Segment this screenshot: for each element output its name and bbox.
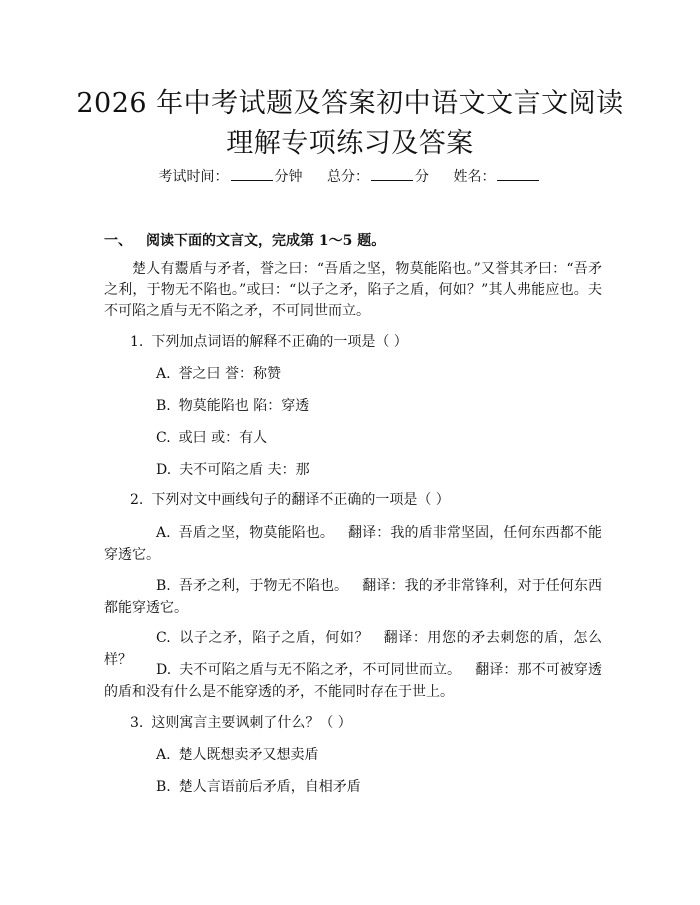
question-3-option-b: [156, 776, 361, 798]
question-stem: 下列对文中画线句子的翻译不正确的一项是（ ）: [151, 492, 450, 508]
option-sentence: 以子之矛，陷子之盾，何如？: [178, 630, 370, 646]
option-label: C.: [156, 430, 171, 446]
option-label: B.: [156, 398, 171, 414]
question-1-option-c: [156, 427, 267, 449]
option-text: 楚人既想卖矛又想卖盾: [178, 747, 319, 763]
exam-info-line: [0, 166, 700, 188]
option-sentence: 夫不可陷之盾与无不陷之矛，不可同世而立。: [179, 662, 462, 678]
option-text: 誉之曰 誉：称赞: [178, 366, 282, 382]
option-translation: 翻译：我的矛非常锋利，对于任何东西都能穿透它。: [104, 578, 603, 616]
exam-time-label: 考试时间：: [158, 169, 229, 185]
option-label: A.: [156, 525, 171, 541]
question-stem: 这则寓言主要讽刺了什么？（ ）: [151, 715, 352, 731]
section-number: 一、: [104, 233, 132, 249]
question-number: 1.: [130, 334, 144, 350]
question-3: [130, 712, 352, 734]
option-label: D.: [156, 462, 172, 478]
option-sentence: 吾盾之坚，物莫能陷也。: [178, 525, 334, 541]
document-title-line-2: 理解专项练习及答案: [226, 128, 474, 159]
exam-time-unit: 分钟: [274, 169, 303, 185]
exam-time-field: [159, 166, 303, 188]
total-score-field: [327, 166, 429, 188]
name-blank: [497, 166, 539, 181]
classical-passage: 楚人有鬻盾与矛者，誉之曰：“吾盾之坚，物莫能陷也。”又誉其矛曰：“吾矛之利，于物无不陷也。”或曰：“以子之矛，陷子之盾，何如？”其人弗能应也。夫不可陷之盾与无不陷之矛，不可同世而立。: [104, 261, 602, 319]
name-field: [453, 166, 541, 188]
option-label: D.: [156, 662, 172, 678]
question-1-option-d: [156, 459, 310, 481]
question-stem: 下列加点词语的解释不正确的一项是（ ）: [151, 334, 408, 350]
option-text: 或曰 或：有人: [178, 430, 268, 446]
option-translation: 翻译：我的盾非常坚固，任何东西都不能穿透它。: [104, 525, 602, 563]
question-number: 3.: [130, 715, 144, 731]
question-2-option-d: [104, 659, 602, 703]
question-1-option-b: [156, 395, 309, 417]
option-label: B.: [156, 578, 171, 594]
option-label: A.: [156, 747, 171, 763]
section-instruction: 阅读下面的文言文，完成第 1～5 题。: [146, 233, 386, 249]
question-2: [130, 489, 450, 511]
question-3-option-a: [156, 744, 319, 766]
name-label: 姓名：: [453, 169, 496, 185]
section-heading: [104, 230, 385, 252]
option-text: 楚人言语前后矛盾，自相矛盾: [178, 779, 361, 795]
option-sentence: 吾矛之利，于物无不陷也。: [178, 578, 349, 594]
option-text: 夫不可陷之盾 夫：那: [179, 462, 310, 478]
question-2-option-a: [104, 522, 602, 566]
question-1: [130, 331, 408, 353]
question-1-option-a: [156, 363, 281, 385]
option-label: B.: [156, 779, 171, 795]
option-label: A.: [156, 366, 171, 382]
option-translation: 翻译：那不可被穿透的盾和没有什么是不能穿透的矛，不能同时存在于世上。: [104, 662, 602, 700]
total-score-blank: [371, 166, 413, 181]
question-2-option-b: [104, 575, 602, 619]
option-translation: 翻译：用您的矛去刺您的盾，怎么样？: [104, 630, 603, 668]
total-score-unit: 分: [415, 169, 429, 185]
question-number: 2.: [130, 492, 144, 508]
exam-time-blank: [231, 166, 273, 181]
document-title-line-1: 2026 年中考试题及答案初中语文文言文阅读: [76, 88, 624, 119]
option-text: 物莫能陷也 陷：穿透: [178, 398, 310, 414]
total-score-label: 总分：: [327, 169, 369, 185]
option-label: C.: [156, 630, 171, 646]
